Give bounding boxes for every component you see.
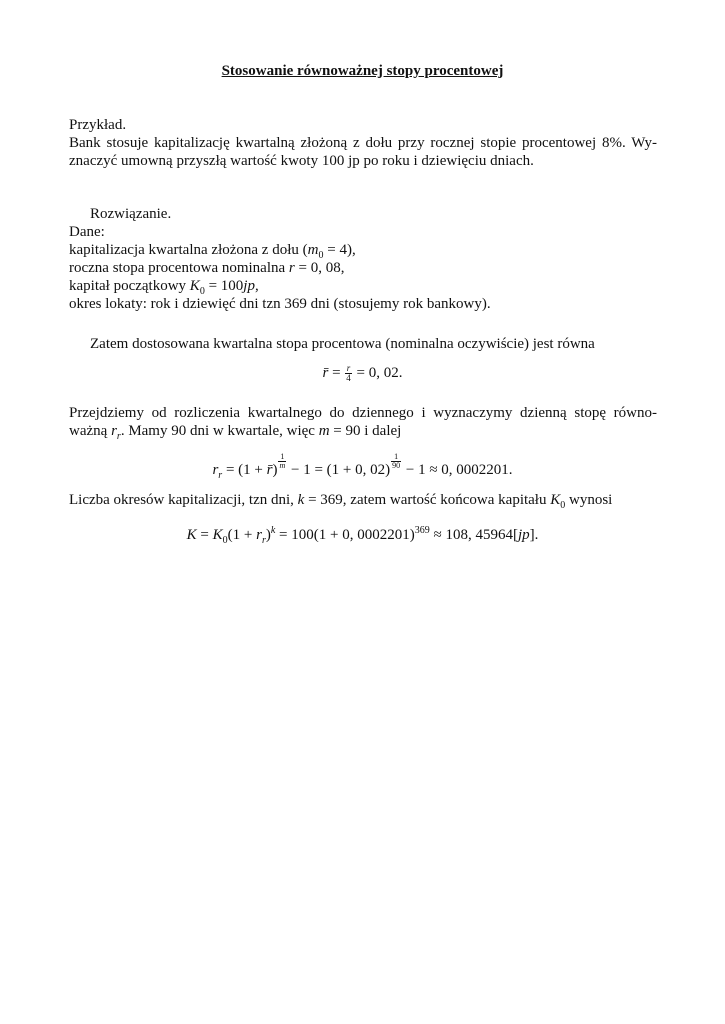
math-text: ≈ 108, 45964[ [429,527,518,543]
solution-heading: Rozwiązanie. [90,206,172,222]
math-operator: = [196,527,213,543]
equation-final-value [0,522,725,550]
example-line-2: znaczyć umowną przyszłą wartość kwoty 100 jp po roku i dziewięciu dniach. [69,153,534,169]
example-heading: Przykład. [69,117,127,133]
fraction-denominator: m [279,461,286,470]
math-symbol: k [297,492,305,508]
example-line-1: Bank stosuje kapitalizację kwartalną złożoną z dołu przy rocznej stopie procentowej 8%. Wy- [69,135,657,151]
given-item-rate [69,259,344,277]
math-operator: = [328,365,345,381]
math-symbol: K [550,492,561,508]
math-subscript: 0 [222,535,228,546]
given-item-text: = 100 [204,278,244,294]
paragraph-text: Liczba okresów kapitalizacji, tzn dni, [69,492,298,508]
math-symbol: r [212,462,219,478]
paragraph-text: = 369, zatem wartość końcowa kapitału [304,492,551,508]
given-item-text: kapitalizacja kwartalna złożona z dołu ( [69,242,308,258]
math-subscript: 0 [560,500,566,511]
paragraph-quarterly-rate: Zatem dostosowana kwartalna stopa procentowa (nominalna oczywiście) jest równa [90,336,595,352]
given-item-text: = 4), [323,242,356,258]
math-symbol: m [307,242,319,258]
math-text: − 1 ≈ 0, 0002201. [402,462,513,478]
math-text: ) [272,462,278,478]
math-symbol: r [256,527,262,543]
math-symbol: K [212,527,223,543]
exponent-fraction [278,453,286,470]
paragraph-daily-rate-line-2 [69,422,401,446]
paragraph-text: wynosi [565,492,613,508]
paragraph-text: . Mamy 90 dni w kwartale, więc [120,423,319,439]
paragraph-text: = 90 i dalej [329,423,402,439]
math-symbol: jp [243,278,255,294]
given-item-text: roczna stopa procentowa nominalna [69,260,289,276]
math-subscript: 0 [318,250,324,261]
paragraph-daily-rate-line-1: Przejdziemy od rozliczenia kwartalnego do dziennego i wyznaczymy dzienną stopę równo- [69,405,657,421]
math-text: − 1 = (1 + 0, 02) [287,462,391,478]
given-item-text: kapitał początkowy [69,278,190,294]
equation-quarterly-rate [0,364,725,383]
math-text: = 100(1 + 0, 0002201) [275,527,415,543]
fraction-denominator: 90 [392,461,401,470]
fraction-denominator: 4 [346,373,351,384]
math-symbol: K [189,278,200,294]
paragraph-final-value [69,491,612,515]
given-item-period: okres lokaty: rok i dziewięć dni tzn 369 dni (stosujemy rok bankowy). [69,296,491,312]
math-text: ) [265,527,271,543]
math-exponent: 369 [414,525,430,536]
math-symbol: r̄ [266,462,273,478]
given-item-text: , [254,278,259,294]
math-symbol: r [111,423,117,439]
math-text: (1 + [227,527,257,543]
math-subscript: r [218,470,223,481]
math-text: = 0, 02. [352,365,403,381]
page-title: Stosowanie równoważnej stopy procentowej [221,63,504,79]
math-symbol: K [186,527,197,543]
math-exponent: k [270,525,276,536]
math-symbol: r [288,260,295,276]
math-text: = (1 + [222,462,267,478]
exponent-fraction [391,453,401,470]
math-subscript: 0 [199,286,205,297]
math-symbol: m [318,423,330,439]
math-subscript: r [116,431,121,442]
math-subscript: r [261,535,266,546]
fraction-numerator: 1 [280,452,285,461]
given-item-text: = 0, 08, [294,260,345,276]
math-text: ]. [529,527,539,543]
math-symbol: jp [517,527,530,543]
given-label: Dane: [69,224,105,240]
fraction-numerator: 1 [391,453,401,462]
fraction [345,364,352,383]
paragraph-text: ważną [69,423,112,439]
math-symbol: r̄ [322,365,329,381]
equation-daily-rate [0,453,725,485]
fraction-numerator: r [346,363,351,374]
